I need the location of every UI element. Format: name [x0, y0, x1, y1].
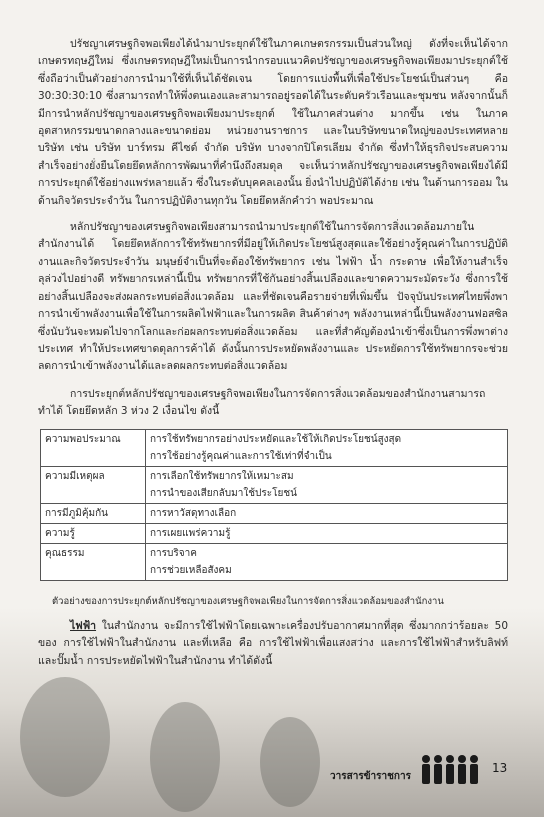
principle-name: คุณธรรม — [41, 543, 146, 580]
practice-item: การช่วยเหลือสังคม — [150, 564, 232, 576]
page-footer — [330, 753, 530, 789]
background-figure — [20, 677, 110, 797]
principle-name: การมีภูมิคุ้มกัน — [41, 503, 146, 523]
principle-practices — [146, 503, 508, 523]
principle-name: ความรู้ — [41, 523, 146, 543]
table-intro: การประยุกต์หลักปรัชญาของเศรษฐกิจพอเพียงในการจัดการสิ่งแวดล้อมของสำนักงานสามารถทำได้ โดยยึดหลัก 3 ห่วง 2 เงื่อนไข ดังนี้ — [38, 387, 486, 418]
practice-item: การหาวัสดุทางเลือก — [150, 507, 237, 519]
paragraph-text: ในสำนักงาน จะมีการใช้ไฟฟ้าโดยเฉพาะเครื่องปรับอากาศมากที่สุด ซึ่งมากกว่าร้อยละ 50 ของ การใช้ไฟฟ้าในสำนักงาน และที่เหลือ คือ การใช้ไฟฟ้าเพื่อแสงสว่าง และการใช้ไฟฟ้าสำหรับลิฟท์และปั๊มน้ำ การประหยัดไฟฟ้าในสำนักงาน ทำได้ดังนี้ — [38, 619, 508, 667]
practice-item: การใช้อย่างรู้คุณค่าและการใช้เท่าที่จำเป็น — [150, 450, 332, 462]
table-row — [41, 503, 508, 523]
practice-item: การเลือกใช้ทรัพยากรให้เหมาะสม — [150, 470, 294, 482]
section-keyword: ไฟฟ้า — [70, 619, 97, 632]
journal-name: วารสารข้าราชการ — [330, 771, 411, 782]
page-number: 13 — [492, 761, 508, 775]
table-caption: ตัวอย่างของการประยุกต์หลักปรัชญาของเศรษฐกิจพอเพียงในการจัดการสิ่งแวดล้อมของสำนักงาน — [52, 595, 444, 607]
principle-name: ความพอประมาณ — [41, 429, 146, 466]
paragraph: ปรัชญาเศรษฐกิจพอเพียงได้นำมาประยุกต์ใช้ในภาคเกษตรกรรมเป็นส่วนใหญ่ ดังที่จะเห็นได้จาก เกษตรทฤษฎีใหม่ ซึ่งเกษตรทฤษฎีใหม่เป็นการนำกรอบแนวคิดปรัชญาของเศรษฐกิจพอเพียงมาประยุกต์ใช้ ซึ่งถือว่าเป็นตัวอย่างการนำมาใช้ที่เห็นได้ชัดเจน โดยการแบ่งพื้นที่เพื่อใช้ประโยชน์เป็นส่วนๆ คือ 30:30:30:10 ซึ่งสามารถทำให้พึ่งตนเองและสามารถอยู่รอดได้ในระดับครัวเรือนและชุมชน หลังจากนั้นก็มีการนำหลักปรัชญาของเศรษฐกิจพอเพียงมาประยุกต์ ใช้ในภาคส่วนต่าง มากขึ้น เช่น ในภาคอุตสาหกรรมขนาดกลางและขนาดย่อม หน่วยงานราชการ และในบริษัทขนาดใหญ่ของประเทศหลายบริษัท เช่น บริษัท บาร์ทรม คีไซด์ จำกัด บริษัท บางจากปิโตรเลียม จำกัด ซึ่งทำให้ธุรกิจประสบความสำเร็จอย่างยั่งยืนโดยยึดหลักการพัฒนาที่คำนึงถึงสมดุล จะเห็นว่าหลักปรัชญาของเศรษฐกิจพอเพียงได้มีการประยุกต์ใช้อย่างแพร่หลายแล้ว ซึ่งในระดับบุคคลเองนั้น ยิ่งนำไปปฏิบัติได้ง่าย เช่น ในด้านการออม ในด้านกิจวัตรประจำวัน ในการปฏิบัติงานทุกวัน โดยยึดหลักคำว่า พอประมาณ — [38, 38, 508, 207]
background-figure — [150, 702, 220, 812]
practice-item: การบริจาค — [150, 547, 197, 559]
principle-practices — [146, 466, 508, 503]
table-row — [41, 543, 508, 580]
background-figure — [260, 717, 320, 807]
table-row — [41, 466, 508, 503]
article-body — [38, 36, 508, 670]
practice-item: การใช้ทรัพยากรอย่างประหยัดและใช้ให้เกิดประโยชน์สูงสุด — [150, 433, 402, 445]
practice-item: การเผยแพร่ความรู้ — [150, 527, 231, 539]
principles-table — [40, 429, 508, 581]
table-row — [41, 429, 508, 466]
principle-practices — [146, 523, 508, 543]
people-logo-icon — [418, 753, 498, 787]
principle-name: ความมีเหตุผล — [41, 466, 146, 503]
principle-practices — [146, 429, 508, 466]
paragraph: หลักปรัชญาของเศรษฐกิจพอเพียงสามารถนำมาประยุกต์ใช้ในการจัดการสิ่งแวดล้อมภายในสำนักงานได้ โดยยึดหลักการใช้ทรัพยากรที่มีอยู่ให้เกิดประโยชน์สูงสุดและใช้อย่างรู้คุณค่าในการปฏิบัติงานและกิจวัตรประจำวัน มนุษย์จำเป็นที่จะต้องใช้ทรัพยากร เช่น ไฟฟ้า น้ำ กระดาษ เพื่อให้งานสำเร็จลุล่วงไปอย่างดี ทรัพยากรเหล่านี้เป็น ทรัพยากรที่ใช้กันอย่างสิ้นเปลืองและขาดความระมัดระวัง ซึ่งการใช้อย่างสิ้นเปลืองจะส่งผลกระทบต่อสิ่งแวดล้อม และที่ชัดเจนคือรายจ่ายที่เพิ่มขึ้น ปัจจุบันประเทศไทยพึ่งพาการนำเข้าพลังงานเพื่อใช้ในการผลิตไฟฟ้าและในการผลิต สินค้าต่างๆ พลังงานเหล่านี้เป็นพลังงานฟอสซิลซึ่งนับวันจะหมดไปจากโลกและก่อผลกระทบต่อสิ่งแวดล้อม และที่สำคัญต้องนำเข้าซึ่งเป็นการพึ่งพาต่างประเทศ ทำให้ประเทศขาดดุลการค้าได้ ดังนั้นการประหยัดพลังงานและ ประหยัดการใช้ทรัพยากรจะช่วยลดการนำเข้าพลังงานได้และลดผลกระทบต่อสิ่งแวดล้อม — [38, 221, 508, 373]
table-row — [41, 523, 508, 543]
practice-item: การนำของเสียกลับมาใช้ประโยชน์ — [150, 487, 297, 499]
principle-practices — [146, 543, 508, 580]
paragraph — [38, 618, 508, 670]
